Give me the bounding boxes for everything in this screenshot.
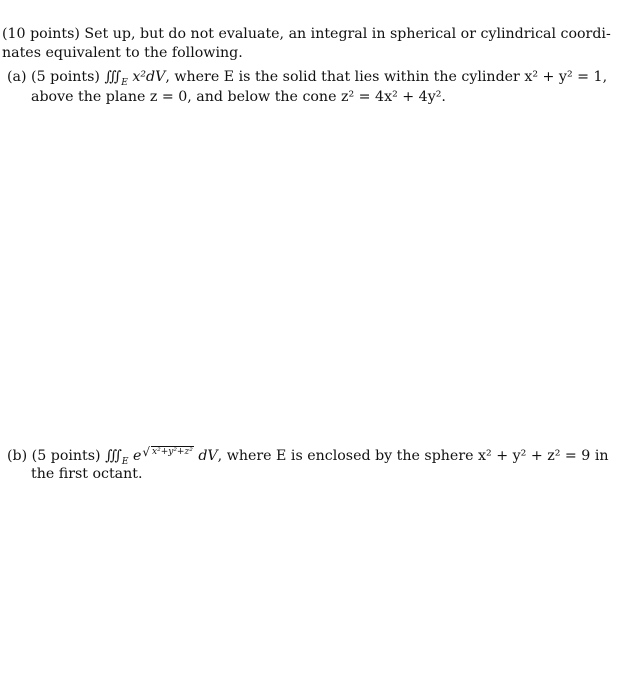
part-a-line-2: above the plane z = 0, and below the cone z² = 4x² + 4y². [31,89,446,105]
part-b-integral-symbol: ∭ [105,448,122,464]
part-b-description: , where E is enclosed by the sphere x² + y² + z² = 9 in [217,448,609,464]
part-a-description: , where E is the solid that lies within the cylinder x² + y² = 1, [165,69,608,85]
problem-header-line-2: nates equivalent to the following. [2,45,243,61]
part-b-integrand-base: e [132,448,142,464]
part-b-differential: dV [198,448,218,464]
part-a-line-1 [7,67,607,87]
square-root-icon: √ [142,445,151,459]
part-b-line-1 [7,446,609,466]
part-a-integrand: x²dV [132,69,166,85]
part-b-label: (b) [7,448,28,464]
part-b-integrand-exponent: x²+y²+z² [152,447,193,457]
part-a-points: (5 points) [31,69,100,85]
part-a-label: (a) [7,69,27,85]
part-b-line-2: the first octant. [31,466,143,482]
part-a-integral-symbol: ∭ [104,69,122,85]
part-a-domain-subscript: E [121,77,128,88]
part-b-points: (5 points) [31,448,101,464]
part-b-domain-subscript: E [121,456,129,467]
problem-header-line-1: (10 points) Set up, but do not evaluate, an integral in spherical or cylindrical coordi- [2,26,611,42]
